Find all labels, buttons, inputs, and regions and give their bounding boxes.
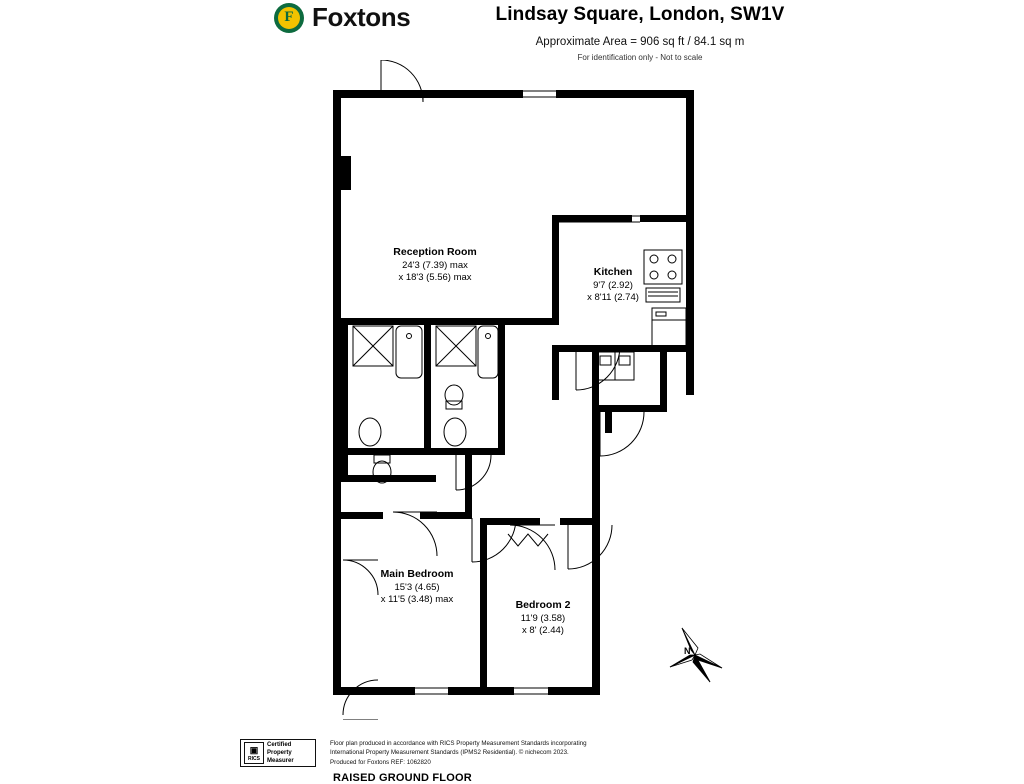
room-dimension-1: 11'9 (3.58) — [520, 612, 566, 624]
footer-line-1: Floor plan produced in accordance with RICS Property Measurement Standards incorporating — [330, 740, 587, 747]
room-label-bedroom-2 — [493, 599, 593, 638]
foxtons-logo-icon — [274, 3, 304, 33]
room-name: Bedroom 2 — [515, 599, 571, 611]
page-title: Lindsay Square, London, SW1V — [495, 4, 785, 25]
footer-line-3: Produced for Foxtons REF: 1062820 — [330, 758, 431, 766]
room-dimension-2: x 8'11 (2.74) — [587, 292, 639, 304]
brand-name: Foxtons — [312, 2, 411, 32]
disclaimer-text: For identification only - Not to scale — [577, 53, 703, 62]
compass-north-label: N — [684, 646, 691, 656]
room-label-main-bedroom — [360, 568, 474, 607]
rics-line-3: Measurer — [267, 758, 294, 765]
room-name: Reception Room — [393, 246, 477, 258]
header — [0, 0, 1024, 62]
floor-label: RAISED GROUND FLOOR — [333, 772, 472, 784]
rics-line-2: Property — [267, 749, 292, 756]
footer-disclaimer — [330, 739, 587, 767]
room-dimension-1: 9'7 (2.92) — [593, 279, 633, 291]
room-name: Kitchen — [593, 266, 633, 278]
area-summary: Approximate Area = 906 sq ft / 84.1 sq m — [535, 36, 745, 48]
rics-certified-badge — [240, 739, 316, 767]
rics-mark-label: RICS — [248, 756, 260, 762]
room-dimension-2: x 18'3 (5.56) max — [398, 272, 472, 284]
logo-letter: F — [278, 7, 300, 29]
rics-mark-icon: ▣ RICS — [244, 742, 264, 764]
footer-line-2: International Property Measurement Standards (IPMS2 Residential). © nichecom 2023. — [330, 749, 569, 757]
room-dimension-2: x 11'5 (3.48) max — [380, 594, 454, 606]
room-name: Main Bedroom — [380, 568, 454, 580]
title-block — [430, 0, 850, 62]
room-dimension-1: 15'3 (4.65) — [394, 581, 440, 593]
room-label-kitchen — [568, 266, 658, 305]
room-label-reception-room — [380, 246, 490, 285]
brand-logo — [274, 2, 410, 33]
bedroom-features — [508, 534, 548, 546]
rics-badge-text — [267, 741, 294, 765]
room-dimension-2: x 8' (2.44) — [522, 625, 564, 637]
footer — [0, 735, 1024, 768]
room-dimension-1: 24'3 (7.39) max — [402, 259, 468, 271]
rics-line-1: Certified — [267, 741, 292, 748]
compass-rose-icon — [660, 620, 730, 690]
